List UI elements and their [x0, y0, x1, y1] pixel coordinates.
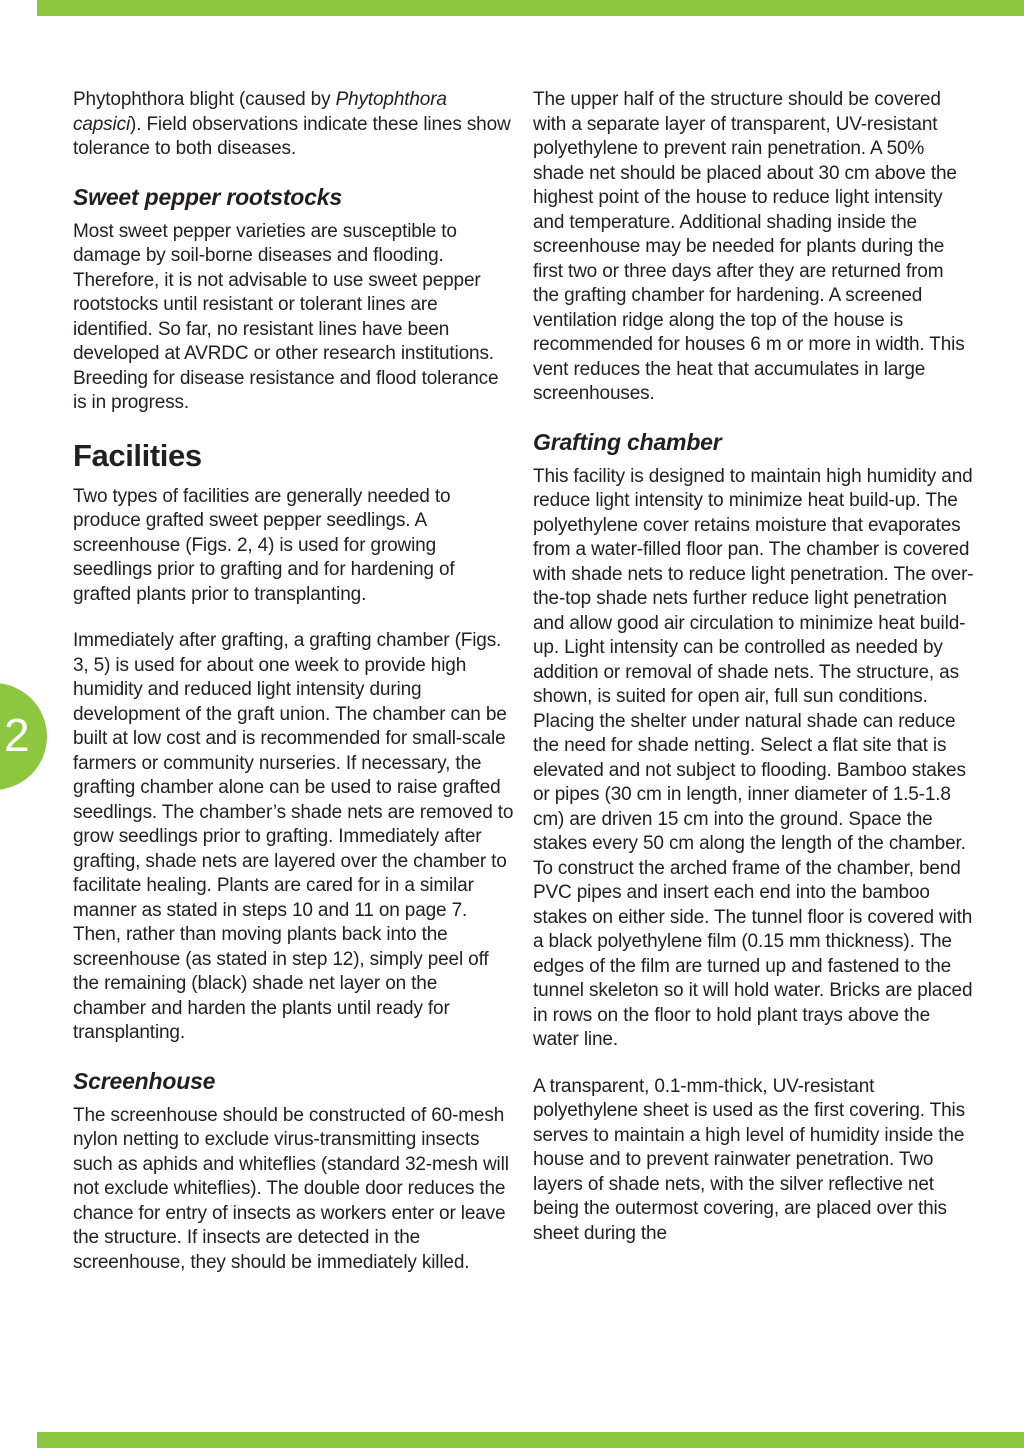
paragraph	[73, 629, 514, 1046]
subsection-heading: Grafting chamber	[533, 428, 722, 455]
text-run: This facility is designed to maintain high humidity and reduce light intensity to minimize heat build-up. The polyethylene cover retains moisture that evaporates from a water-filled floor pan. The chamber is covered with shade nets to reduce light penetration. The over-the-top shade nets further reduce light penetration and allow good air circulation to minimize heat build-up. Light intensity can be controlled as needed by addition or removal of shade nets. The structure, as shown, is suited for open air, full sun conditions. Placing the shelter under natural shade can reduce the need for shade netting. Select a flat site that is elevated and not subject to flooding. Bamboo stakes or pipes (30 cm in length, inner diameter of 1.5-1.8 cm) are driven 15 cm into the ground. Space the stakes every 50 cm along the length of the chamber. To construct the arched frame of the chamber, bend PVC pipes and insert each end into the bamboo stakes on either side. The tunnel floor is covered with a black polyethylene film (0.15 mm thickness). The edges of the film are turned up and fastened to the tunnel skeleton so it will hold water. Bricks are placed in rows on the floor to hold plant trays above the water line.	[533, 465, 974, 1050]
section-heading: Facilities	[73, 437, 202, 473]
italic-text-run: Phytophthora capsici	[73, 89, 447, 135]
top-accent-bar	[37, 0, 1024, 16]
text-run: ). Field observations indicate these lines show tolerance to both diseases.	[73, 113, 511, 159]
left-column	[73, 88, 514, 1297]
paragraph	[73, 1104, 514, 1276]
text-run: Most sweet pepper varieties are susceptible to damage by soil-borne diseases and flooding. Therefore, it is not advisable to use sweet pepper rootstocks until resistant or tolerant lines are identified. So far, no resistant lines have been developed at AVRDC or other research institutions. Breeding for disease resistance and flood tolerance is in progress.	[73, 220, 499, 413]
paragraph	[73, 485, 514, 608]
text-run: Two types of facilities are generally needed to produce grafted sweet pepper seedlings. A screenhouse (Figs. 2, 4) is used for growing seedlings prior to grafting and for hardening of grafted plants prior to transplanting.	[73, 485, 455, 605]
paragraph	[533, 1075, 974, 1247]
subsection-heading: Screenhouse	[73, 1067, 216, 1094]
text-run: Phytophthora blight (caused by	[73, 89, 336, 110]
text-run: A transparent, 0.1-mm-thick, UV-resistant polyethylene sheet is used as the first covering. This serves to maintain a high level of humidity inside the house and to prevent rainwater penetration. Two layers of shade nets, with the silver reflective net being the outermost covering, are placed over this sheet during the	[533, 1075, 965, 1244]
subsection-heading: Sweet pepper rootstocks	[73, 183, 342, 210]
paragraph	[533, 465, 974, 1053]
text-run: Immediately after grafting, a grafting chamber (Figs. 3, 5) is used for about one week to provide high humidity and reduced light intensity during development of the graft union. The chamber can be built at low cost and is recommended for small-scale farmers or community nurseries. If necessary, the grafting chamber alone can be used to raise grafted seedlings. The chamber’s shade nets are removed to grow seedlings prior to grafting. Immediately after grafting, shade nets are layered over the chamber to facilitate healing. Plants are cared for in a similar manner as stated in steps 10 and 11 on page 7. Then, rather than moving plants back into the screenhouse (as stated in step 12), simply peel off the remaining (black) shade net layer on the chamber and harden the plants until ready for transplanting.	[73, 630, 514, 1043]
paragraph	[73, 220, 514, 416]
paragraph	[533, 88, 974, 407]
text-run: The screenhouse should be constructed of 60-mesh nylon netting to exclude virus-transmitting insects such as aphids and whiteflies (standard 32-mesh will not exclude whiteflies). The double door reduces the chance for entry of insects as workers enter or leave the structure. If insects are detected in the screenhouse, they should be immediately killed.	[73, 1104, 509, 1273]
right-column	[533, 88, 974, 1268]
bottom-accent-bar	[37, 1432, 1024, 1448]
page-number: 2	[4, 708, 30, 761]
text-run: The upper half of the structure should be covered with a separate layer of transparent, UV-resistant polyethylene to prevent rain penetration. A 50% shade net should be placed about 30 cm above the highest point of the house to reduce light intensity and temperature. Additional shading inside the screenhouse may be needed for plants during the first two or three days after they are returned from the grafting chamber for hardening. A screened ventilation ridge along the top of the house is recommended for houses 6 m or more in width. This vent reduces the heat that accumulates in large screenhouses.	[533, 89, 965, 404]
page-number-tab	[0, 683, 47, 790]
paragraph	[73, 88, 514, 162]
